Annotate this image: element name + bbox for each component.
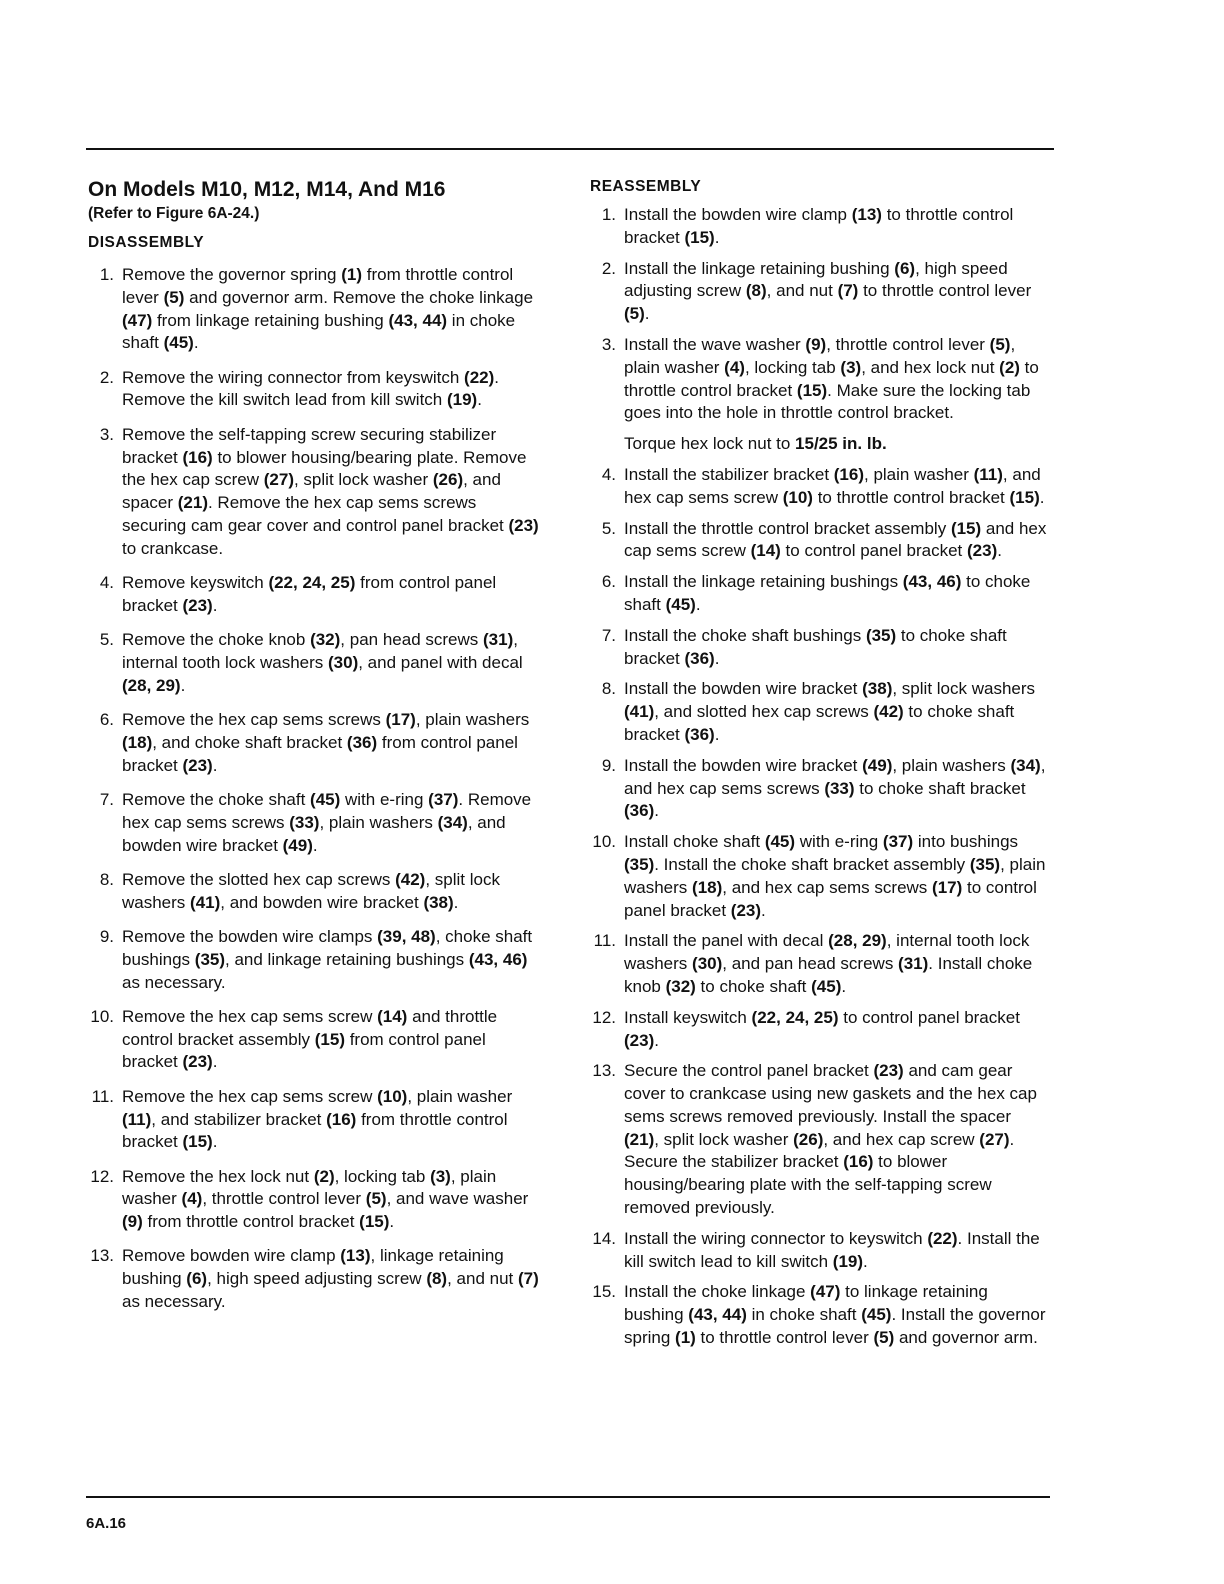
step-item <box>590 1228 1050 1274</box>
step-item <box>590 625 1050 671</box>
step-number: 7. <box>601 625 616 645</box>
step-item <box>590 258 1050 326</box>
step-number: 10. <box>90 1006 114 1026</box>
bottom-rule <box>86 1496 1050 1498</box>
step-text: Remove the bowden wire clamps (39, 48), choke shaft bushings (35), and linkage retaining bushings (43, 46) as necessary. <box>122 926 533 992</box>
step-number: 9. <box>99 926 114 946</box>
disassembly-steps <box>88 264 544 1314</box>
step-number: 3. <box>601 334 616 354</box>
step-item <box>590 464 1050 510</box>
reassembly-column <box>590 176 1050 1358</box>
step-number: 13. <box>90 1246 114 1266</box>
step-text: Install keyswitch (22, 24, 25) to control panel bracket (23). <box>624 1007 1020 1050</box>
step-number: 8. <box>601 679 616 699</box>
step-item <box>590 518 1050 564</box>
step-item <box>590 930 1050 998</box>
step-text: Remove the slotted hex cap screws (42), split lock washers (41), and bowden wire bracket (38). <box>122 869 500 912</box>
step-text: Remove keyswitch (22, 24, 25) from control panel bracket (23). <box>122 573 497 615</box>
step-text: Remove bowden wire clamp (13), linkage retaining bushing (6), high speed adjusting screw (8), and nut (7) as necessary. <box>122 1246 539 1312</box>
step-text: Remove the hex cap sems screw (10), plain washer (11), and stabilizer bracket (16) from throttle control bracket (15). <box>122 1086 513 1152</box>
step-item <box>590 571 1050 617</box>
step-item <box>88 629 544 697</box>
step-text: Remove the hex cap sems screw (14) and throttle control bracket assembly (15) from control panel bracket (23). <box>122 1006 498 1072</box>
step-text: Remove the governor spring (1) from throttle control lever (5) and governor arm. Remove the choke linkage (47) from linkage retaining bushing (43, 44) in choke shaft (45). <box>122 265 534 353</box>
step-text: Install the wiring connector to keyswitch (22). Install the kill switch lead to kill switch (19). <box>624 1228 1040 1271</box>
step-item <box>88 1245 544 1313</box>
step-text: Remove the wiring connector from keyswitch (22). Remove the kill switch lead from kill switch (19). <box>122 367 499 410</box>
disassembly-column <box>88 176 544 1325</box>
step-number: 10. <box>592 832 616 852</box>
reassembly-heading: REASSEMBLY <box>590 178 702 195</box>
step-number: 5. <box>99 630 114 650</box>
step-number: 11. <box>91 1086 114 1106</box>
step-text: Install the throttle control bracket assembly (15) and hex cap sems screw (14) to control panel bracket (23). <box>624 518 1047 561</box>
step-item <box>590 1060 1050 1220</box>
step-number: 4. <box>601 464 616 484</box>
step-text: Install the linkage retaining bushings (43, 46) to choke shaft (45). <box>624 572 1031 614</box>
step-item <box>88 709 544 777</box>
step-number: 11. <box>593 931 616 951</box>
step-number: 14. <box>592 1228 616 1248</box>
step-item <box>88 572 544 618</box>
step-item <box>590 1007 1050 1053</box>
step-number: 2. <box>601 258 616 278</box>
page-number: 6A.16 <box>86 1515 127 1532</box>
step-text: Remove the choke shaft (45) with e-ring (37). Remove hex cap sems screws (33), plain washers (34), and bowden wire bracket (49). <box>122 789 532 855</box>
step-number: 6. <box>601 572 616 592</box>
top-rule <box>86 148 1054 150</box>
step-item <box>88 1006 544 1074</box>
step-item <box>590 1281 1050 1349</box>
step-item <box>88 264 544 355</box>
step-item <box>590 831 1050 922</box>
step-text: Secure the control panel bracket (23) and cam gear cover to crankcase using new gaskets and the hex cap sems screws removed previously. Install the spacer (21), split lock washer (26), and hex cap screw (27). Secure the stabilizer bracket (16) to blower housing/bearing plate with the self-tapping screw removed previously. <box>624 1061 1037 1218</box>
step-text: Install the bowden wire bracket (38), split lock washers (41), and slotted hex cap screws (42) to choke shaft bracket (36). <box>624 679 1036 744</box>
step-item <box>88 869 544 915</box>
step-number: 7. <box>99 789 114 809</box>
disassembly-heading: DISASSEMBLY <box>88 234 205 251</box>
step-text: Remove the hex cap sems screws (17), plain washers (18), and choke shaft bracket (36) from control panel bracket (23). <box>122 710 530 775</box>
step-text: Install the stabilizer bracket (16), plain washer (11), and hex cap sems screw (10) to throttle control bracket (15). <box>624 464 1045 507</box>
step-number: 13. <box>592 1061 616 1081</box>
step-number: 12. <box>592 1007 616 1027</box>
step-text: Install the bowden wire clamp (13) to throttle control bracket (15). <box>624 205 1014 247</box>
step-text: Install the wave washer (9), throttle control lever (5), plain washer (4), locking tab (3), and hex lock nut (2) to throttle control bracket (15). Make sure the locking tab goes into the hole in throttle control bracket. Torque hex lock nut to 15/25 in. lb. <box>624 334 1039 454</box>
step-item <box>590 678 1050 746</box>
step-item <box>88 926 544 994</box>
step-number: 9. <box>601 755 616 775</box>
step-item <box>88 424 544 561</box>
figure-reference: (Refer to Figure 6A-24.) <box>88 205 260 222</box>
step-item <box>88 789 544 857</box>
step-item <box>590 755 1050 823</box>
step-text: Remove the hex lock nut (2), locking tab (3), plain washer (4), throttle control lever (5), and wave washer (9) from throttle control bracket (15). <box>122 1166 529 1232</box>
step-text: Remove the choke knob (32), pan head screws (31), internal tooth lock washers (30), and panel with decal (28, 29). <box>122 630 523 695</box>
step-text: Install the bowden wire bracket (49), plain washers (34), and hex cap sems screws (33) to choke shaft bracket (36). <box>624 755 1046 821</box>
step-text: Install the choke shaft bushings (35) to choke shaft bracket (36). <box>624 625 1007 668</box>
step-number: 1. <box>601 205 616 224</box>
step-number: 6. <box>99 710 114 730</box>
step-item <box>590 334 1050 456</box>
step-item <box>88 1086 544 1154</box>
step-item <box>88 367 544 413</box>
section-title: On Models M10, M12, M14, And M16 <box>88 178 446 201</box>
step-number: 4. <box>99 573 114 593</box>
step-text: Install the linkage retaining bushing (6), high speed adjusting screw (8), and nut (7) to throttle control lever (5). <box>624 258 1032 324</box>
step-text: Remove the self-tapping screw securing stabilizer bracket (16) to blower housing/bearing plate. Remove the hex cap screw (27), split lock washer (26), and spacer (21). Remove the hex cap sems screws securing cam gear cover and control panel bracket (23) to crankcase. <box>122 424 539 558</box>
step-item <box>590 204 1050 250</box>
step-item <box>88 1166 544 1234</box>
reassembly-steps <box>590 204 1050 1350</box>
step-number: 2. <box>99 367 114 387</box>
step-text: Install choke shaft (45) with e-ring (37) into bushings (35). Install the choke shaft bracket assembly (35), plain washers (18), and hex cap sems screws (17) to control panel bracket (23). <box>624 832 1046 920</box>
step-number: 5. <box>601 518 616 538</box>
step-number: 1. <box>99 265 114 284</box>
step-number: 12. <box>90 1166 114 1186</box>
step-text: Install the choke linkage (47) to linkage retaining bushing (43, 44) in choke shaft (45). Install the governor spring (1) to throttle control lever (5) and governor arm. <box>624 1282 1046 1348</box>
step-text: Install the panel with decal (28, 29), internal tooth lock washers (30), and pan head screws (31). Install choke knob (32) to choke shaft (45). <box>624 931 1033 996</box>
step-number: 8. <box>99 869 114 889</box>
step-number: 15. <box>592 1282 616 1302</box>
step-number: 3. <box>99 424 114 444</box>
